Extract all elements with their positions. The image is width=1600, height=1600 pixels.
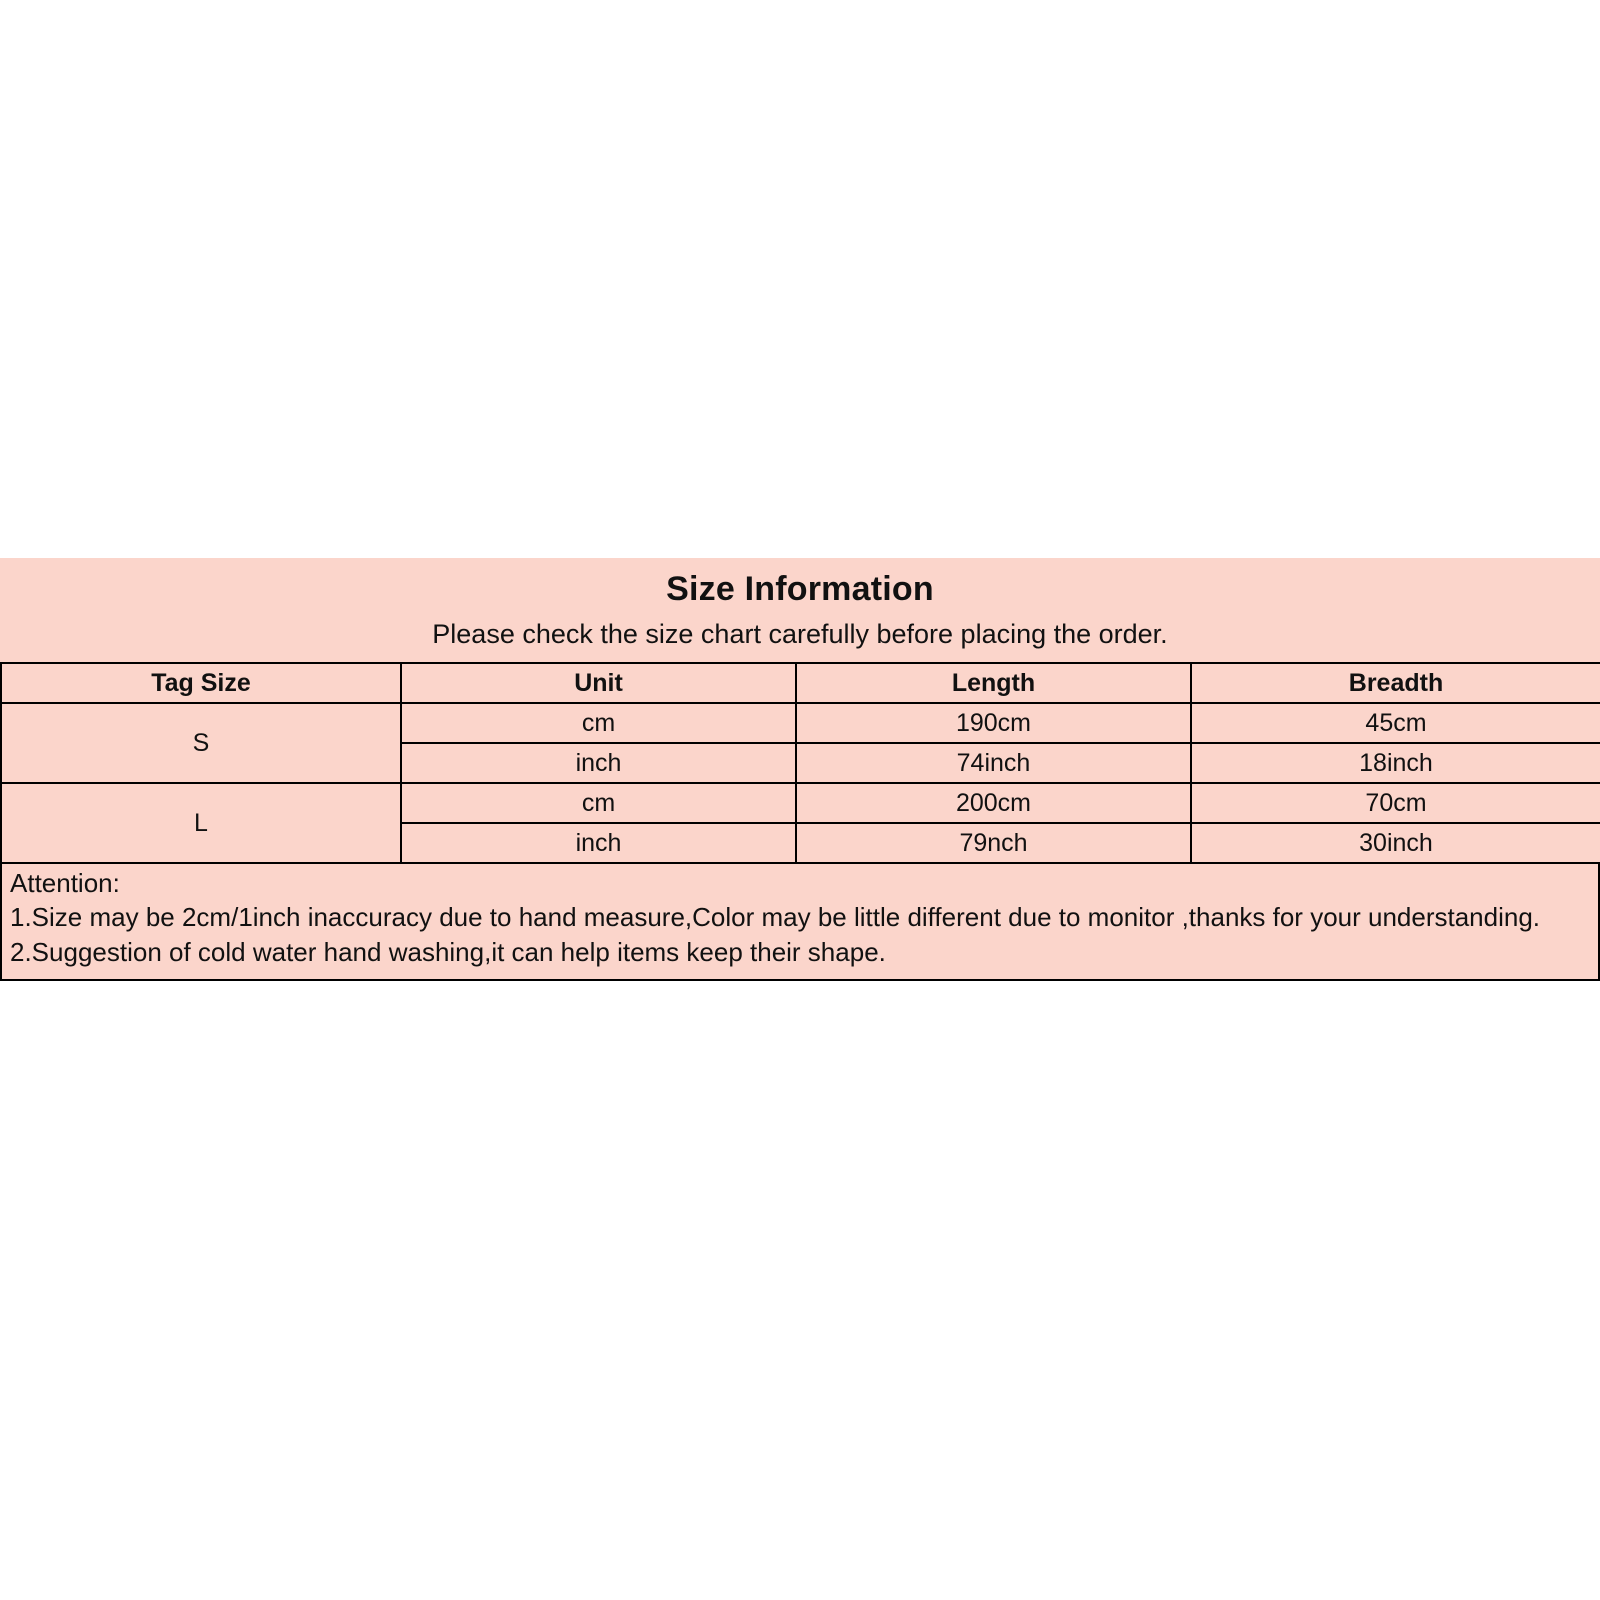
tag-size-cell: L (1, 783, 401, 863)
column-header-unit: Unit (401, 663, 796, 703)
column-header-length: Length (796, 663, 1191, 703)
tag-size-cell: S (1, 703, 401, 783)
attention-section (0, 864, 1600, 981)
unit-cell: cm (401, 703, 796, 743)
unit-cell: cm (401, 783, 796, 823)
unit-cell: inch (401, 743, 796, 783)
length-cell: 74inch (796, 743, 1191, 783)
chart-subtitle: Please check the size chart carefully before placing the order. (432, 619, 1168, 649)
column-header-tag-size: Tag Size (1, 663, 401, 703)
table-row (1, 783, 1600, 823)
length-cell: 200cm (796, 783, 1191, 823)
size-information-chart (0, 558, 1600, 981)
length-cell: 79nch (796, 823, 1191, 863)
page-title: Size Information (666, 570, 934, 608)
table-header-row (1, 663, 1600, 703)
breadth-cell: 18inch (1191, 743, 1600, 783)
attention-note-2: 2.Suggestion of cold water hand washing,it can help items keep their shape. (10, 936, 886, 967)
column-header-breadth: Breadth (1191, 663, 1600, 703)
length-cell: 190cm (796, 703, 1191, 743)
size-table (0, 662, 1600, 864)
attention-note-1: 1.Size may be 2cm/1inch inaccuracy due to hand measure,Color may be little different due to monitor ,thanks for your understanding. (10, 902, 1541, 933)
attention-heading: Attention: (10, 868, 120, 898)
breadth-cell: 30inch (1191, 823, 1600, 863)
unit-cell: inch (401, 823, 796, 863)
breadth-cell: 70cm (1191, 783, 1600, 823)
table-row (1, 703, 1600, 743)
breadth-cell: 45cm (1191, 703, 1600, 743)
